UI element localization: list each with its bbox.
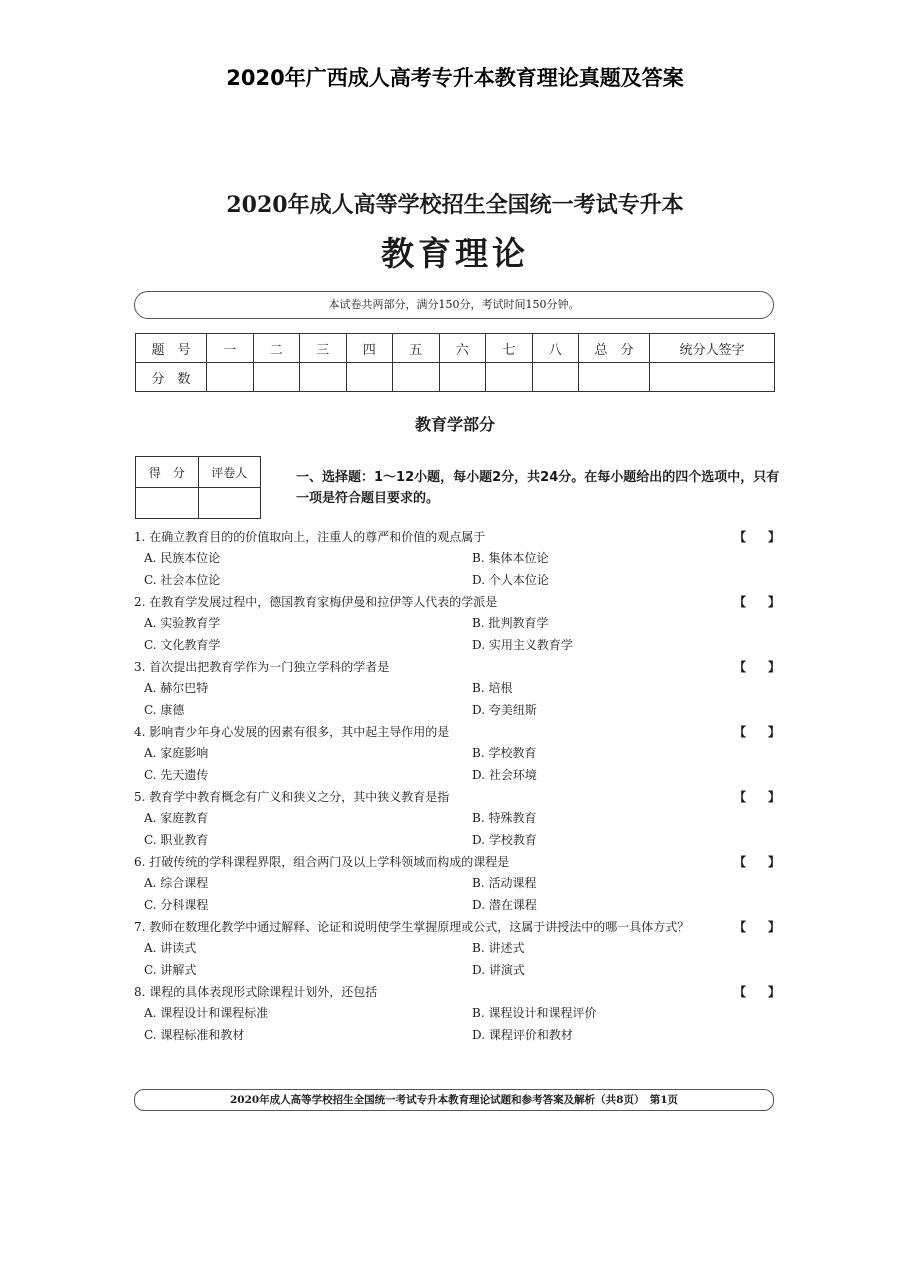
option-a: A. 综合课程 [144, 876, 209, 890]
answer-bracket [734, 656, 780, 678]
option-a: A. 课程设计和课程标准 [144, 1006, 269, 1020]
option-d: D. 个人本位论 [472, 572, 549, 587]
grader-reviewer-empty [198, 488, 261, 519]
bracket-close: 】 [767, 920, 780, 934]
score-cell-empty [300, 363, 347, 392]
option-c: C. 先天遗传 [144, 767, 209, 782]
question-stem: 5. 教育学中教育概念有广义和狭义之分，其中狭义教育是指 [134, 790, 450, 804]
score-table-cell: 二 [253, 334, 300, 363]
option-d: D. 课程评价和教材 [472, 1027, 573, 1042]
question-stem: 2. 在教育学发展过程中，德国教育家梅伊曼和拉伊等人代表的学派是 [134, 595, 498, 609]
bracket-close: 】 [767, 725, 780, 739]
question-item [134, 981, 782, 1046]
option-a: A. 民族本位论 [144, 551, 221, 565]
score-table-cell: 一 [207, 334, 254, 363]
question-stem-row [134, 916, 782, 938]
score-cell-empty [393, 363, 440, 392]
grader-box [135, 456, 261, 519]
question-item [134, 916, 782, 981]
grader-score-empty [136, 488, 199, 519]
question-stem-row [134, 721, 782, 743]
question-item [134, 656, 782, 721]
option-b: B. 特殊教育 [472, 811, 537, 825]
score-cell-empty [253, 363, 300, 392]
option-c: C. 康德 [144, 702, 185, 717]
question-item [134, 526, 782, 591]
subject-title: 教育理论 [381, 234, 529, 273]
scanned-exam-page [128, 170, 782, 1120]
option-d: D. 讲演式 [472, 962, 525, 977]
option-d: D. 学校教育 [472, 832, 537, 847]
option-a: A. 家庭教育 [144, 811, 209, 825]
question-stem: 4. 影响青少年身心发展的因素有很多，其中起主导作用的是 [134, 725, 450, 739]
option-d: D. 夸美纽斯 [472, 702, 537, 717]
bracket-close: 】 [767, 855, 780, 869]
option-b: B. 学校教育 [472, 746, 537, 760]
bracket-close: 】 [767, 595, 780, 609]
score-table-header-row [136, 334, 775, 363]
score-table-cell: 统分人签字 [650, 334, 775, 363]
bracket-close: 】 [767, 790, 780, 804]
score-cell-empty [650, 363, 775, 392]
option-c: C. 分科课程 [144, 897, 209, 912]
score-cell-empty [346, 363, 393, 392]
question-stem: 6. 打破传统的学科课程界限，组合两门及以上学科领域而构成的课程是 [134, 855, 510, 869]
bracket-open: 【 [734, 725, 747, 739]
exam-notice: 本试卷共两部分，满分150分，考试时间150分钟。 [134, 291, 774, 319]
answer-bracket [734, 981, 780, 1003]
score-table-value-row [136, 363, 775, 392]
option-c: C. 讲解式 [144, 962, 197, 977]
question-stem-row [134, 981, 782, 1003]
score-cell-empty [579, 363, 650, 392]
option-d: D. 实用主义教育学 [472, 637, 573, 652]
bracket-open: 【 [734, 985, 747, 999]
score-table-cell: 八 [532, 334, 579, 363]
score-cell-empty [207, 363, 254, 392]
score-table-cell: 总 分 [579, 334, 650, 363]
score-table-cell: 三 [300, 334, 347, 363]
bracket-open: 【 [734, 855, 747, 869]
option-c: C. 文化教育学 [144, 637, 221, 652]
option-d: D. 潜在课程 [472, 897, 537, 912]
option-d: D. 社会环境 [472, 767, 537, 782]
page-footer: 2020年成人高等学校招生全国统一考试专升本教育理论试题和参考答案及解析（共8页） 第1页 [134, 1089, 774, 1111]
bracket-open: 【 [734, 790, 747, 804]
option-a: A. 讲读式 [144, 941, 197, 955]
bracket-close: 】 [767, 660, 780, 674]
question-stem-row [134, 786, 782, 808]
option-b: B. 讲述式 [472, 941, 525, 955]
option-b: B. 集体本位论 [472, 551, 549, 565]
answer-bracket [734, 526, 780, 548]
grader-reviewer-label: 评卷人 [198, 457, 261, 488]
bracket-open: 【 [734, 595, 747, 609]
answer-bracket [734, 721, 780, 743]
option-b: B. 培根 [472, 681, 513, 695]
bracket-open: 【 [734, 920, 747, 934]
score-table-cell: 七 [486, 334, 533, 363]
question-stem: 8. 课程的具体表现形式除课程计划外，还包括 [134, 985, 378, 999]
question-stem-row [134, 656, 782, 678]
score-table [135, 333, 775, 392]
option-b: B. 课程设计和课程评价 [472, 1006, 597, 1020]
exam-title: 2020年成人高等学校招生全国统一考试专升本 [226, 192, 684, 218]
answer-bracket [734, 851, 780, 873]
document-title: 2020年广西成人高考专升本教育理论真题及答案 [226, 66, 684, 90]
score-cell-empty [532, 363, 579, 392]
question-stem-row [134, 851, 782, 873]
bracket-close: 】 [767, 985, 780, 999]
grader-score-label: 得 分 [136, 457, 199, 488]
question-stem: 1. 在确立教育目的的价值取向上，注重人的尊严和价值的观点属于 [134, 530, 486, 544]
question-item [134, 851, 782, 916]
section-instruction: 一、选择题：1～12小题，每小题2分，共24分。在每小题给出的四个选项中，只有一项是符合题目要求的。 [296, 470, 780, 506]
option-b: B. 活动课程 [472, 876, 537, 890]
score-cell-empty [439, 363, 486, 392]
question-stem-row [134, 591, 782, 613]
question-list [134, 526, 782, 1046]
score-cell-empty [486, 363, 533, 392]
bracket-open: 【 [734, 660, 747, 674]
bracket-close: 】 [767, 530, 780, 544]
score-table-cell: 六 [439, 334, 486, 363]
option-c: C. 社会本位论 [144, 572, 221, 587]
question-item [134, 721, 782, 786]
option-c: C. 课程标准和教材 [144, 1027, 245, 1042]
question-item [134, 591, 782, 656]
option-b: B. 批判教育学 [472, 616, 549, 630]
question-stem: 7. 教师在数理化教学中通过解释、论证和说明使学生掌握原理或公式，这属于讲授法中的哪一具体方式？ [134, 920, 690, 934]
bracket-open: 【 [734, 530, 747, 544]
question-stem-row [134, 526, 782, 548]
score-table-cell: 四 [346, 334, 393, 363]
answer-bracket [734, 786, 780, 808]
score-table-cell: 题 号 [136, 334, 207, 363]
option-a: A. 赫尔巴特 [144, 681, 209, 695]
option-a: A. 实验教育学 [144, 616, 221, 630]
option-c: C. 职业教育 [144, 832, 209, 847]
score-table-cell: 五 [393, 334, 440, 363]
question-item [134, 786, 782, 851]
question-stem: 3. 首次提出把教育学作为一门独立学科的学者是 [134, 660, 390, 674]
answer-bracket [734, 591, 780, 613]
answer-bracket [734, 916, 780, 938]
option-a: A. 家庭影响 [144, 746, 209, 760]
score-table-cell: 分 数 [136, 363, 207, 392]
part-title: 教育学部分 [414, 415, 495, 434]
